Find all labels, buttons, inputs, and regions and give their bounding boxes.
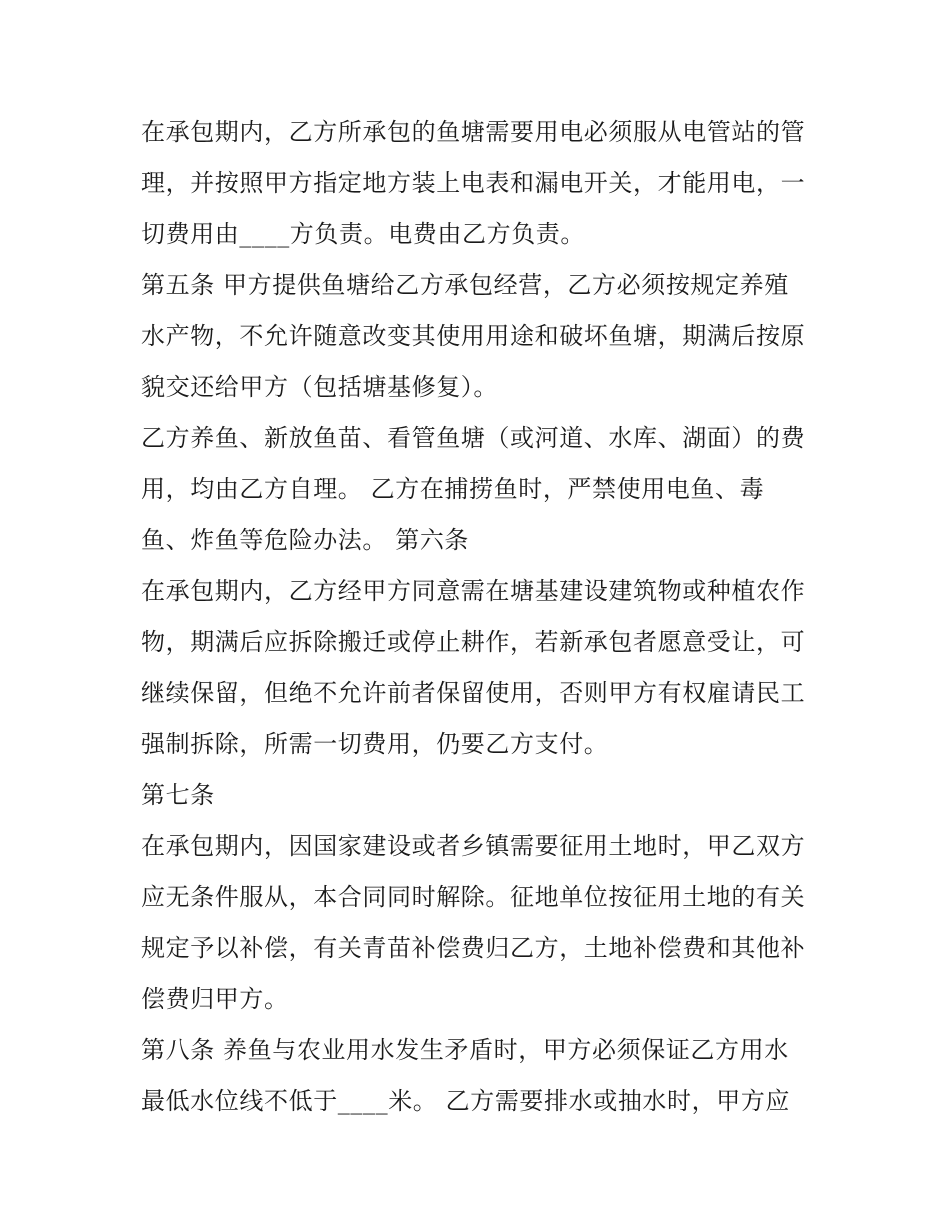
article-6-line: 鱼、炸鱼等危险办法。 第六条 — [141, 526, 470, 554]
text-line: 最低水位线不低于____米。 乙方需要排水或抽水时，甲方应 — [141, 1087, 791, 1115]
text-line: 切费用由____方负责。电费由乙方负责。 — [141, 220, 585, 248]
text-line: 理，并按照甲方指定地方装上电表和漏电开关，才能用电，一 — [141, 169, 806, 197]
text-line: 在承包期内，因国家建设或者乡镇需要征用土地时，甲乙双方 — [141, 832, 806, 860]
text-line: 用，均由乙方自理。 乙方在捕捞鱼时，严禁使用电鱼、毒 — [141, 475, 765, 503]
text-line: 物，期满后应拆除搬迁或停止耕作，若新承包者愿意受让，可 — [141, 628, 806, 656]
contract-text-body — [141, 107, 841, 1127]
text-line: 继续保留，但绝不允许前者保留使用，否则甲方有权雇请民工 — [141, 679, 806, 707]
article-5-line: 第五条 甲方提供鱼塘给乙方承包经营，乙方必须按规定养殖 — [141, 271, 789, 299]
text-line: 乙方养鱼、新放鱼苗、看管鱼塘（或河道、水库、湖面）的费 — [141, 424, 806, 452]
article-7-heading: 第七条 — [141, 781, 215, 809]
text-line: 在承包期内，乙方经甲方同意需在塘基建设建筑物或种植农作 — [141, 577, 806, 605]
text-line: 强制拆除，所需一切费用，仍要乙方支付。 — [141, 730, 609, 758]
text-line: 在承包期内，乙方所承包的鱼塘需要用电必须服从电管站的管 — [141, 118, 806, 146]
text-line: 偿费归甲方。 — [141, 985, 289, 1013]
text-line: 貌交还给甲方（包括塘基修复）。 — [141, 373, 498, 401]
text-line: 应无条件服从，本合同同时解除。征地单位按征用土地的有关 — [141, 883, 806, 911]
text-line: 规定予以补偿，有关青苗补偿费归乙方，土地补偿费和其他补 — [141, 934, 806, 962]
article-8-line: 第八条 养鱼与农业用水发生矛盾时，甲方必须保证乙方用水 — [141, 1036, 789, 1064]
text-line: 水产物，不允许随意改变其使用用途和破坏鱼塘，期满后按原 — [141, 322, 806, 350]
